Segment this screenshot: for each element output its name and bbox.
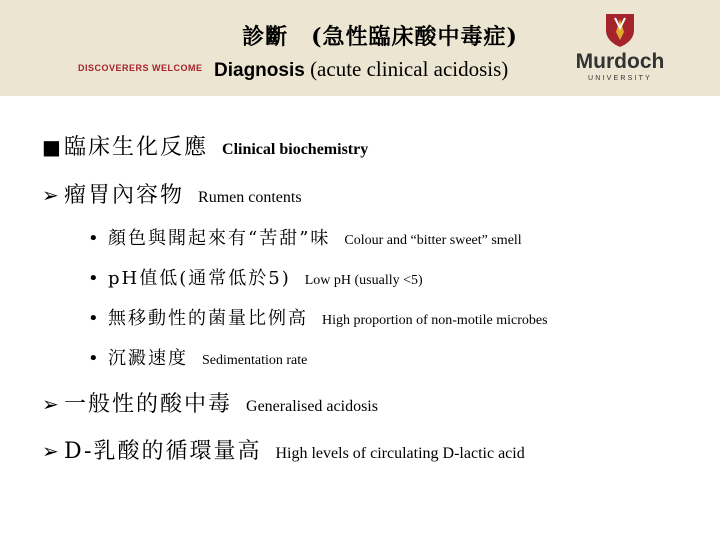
slide-title-english — [214, 57, 508, 82]
title-subtitle: (acute clinical acidosis) — [304, 57, 509, 81]
item-en: Rumen contents — [198, 189, 302, 206]
subitem-colour-smell — [88, 224, 522, 250]
subitem-sedimentation-rate — [88, 344, 307, 370]
slide-header — [0, 0, 720, 96]
item-en: Sedimentation rate — [202, 353, 308, 368]
square-bullet-icon: ■ — [42, 135, 61, 159]
item-clinical-biochemistry — [42, 130, 368, 161]
item-rumen-contents — [42, 178, 302, 209]
item-zh: 一般性的酸中毒 — [64, 392, 233, 417]
discoverers-welcome-tagline: DISCOVERERS WELCOME — [78, 63, 203, 73]
logo-name: Murdoch — [575, 50, 665, 73]
item-zh: D-乳酸的循環量高 — [64, 439, 262, 464]
item-en: Colour and “bitter sweet” smell — [344, 233, 522, 248]
item-d-lactic-acid — [42, 434, 525, 465]
item-zh: 臨床生化反應 — [64, 135, 209, 160]
subitem-non-motile-microbes — [88, 304, 548, 330]
item-en: High levels of circulating D-lactic acid — [275, 445, 525, 462]
item-zh: 沉澱速度 — [108, 348, 188, 369]
item-en: High proportion of non-motile microbes — [322, 313, 548, 328]
item-en: Low pH (usually <5) — [304, 273, 423, 288]
subitem-low-ph — [88, 264, 423, 290]
arrow-bullet-icon: ➢ — [42, 392, 59, 416]
item-en: Clinical biochemistry — [222, 141, 369, 158]
dot-bullet-icon: • — [88, 348, 99, 369]
item-zh: 顏色與聞起來有“苦甜”味 — [108, 228, 331, 249]
dot-bullet-icon: • — [88, 308, 99, 329]
item-zh: 瘤胃內容物 — [64, 183, 185, 208]
murdoch-logo — [574, 12, 666, 84]
item-zh: pH值低(通常低於5) — [108, 268, 291, 289]
title-diagnosis: Diagnosis — [214, 60, 305, 81]
item-zh: 無移動性的菌量比例高 — [108, 308, 308, 329]
item-generalised-acidosis — [42, 387, 378, 418]
arrow-bullet-icon: ➢ — [42, 183, 59, 207]
murdoch-crest-icon — [602, 12, 638, 48]
arrow-bullet-icon: ➢ — [42, 439, 59, 463]
item-en: Generalised acidosis — [246, 398, 378, 415]
slide-title-chinese: 診斷 (急性臨床酸中毒症) — [242, 24, 518, 50]
logo-subtitle: UNIVERSITY — [587, 75, 652, 82]
dot-bullet-icon: • — [88, 268, 99, 289]
dot-bullet-icon: • — [88, 228, 99, 249]
